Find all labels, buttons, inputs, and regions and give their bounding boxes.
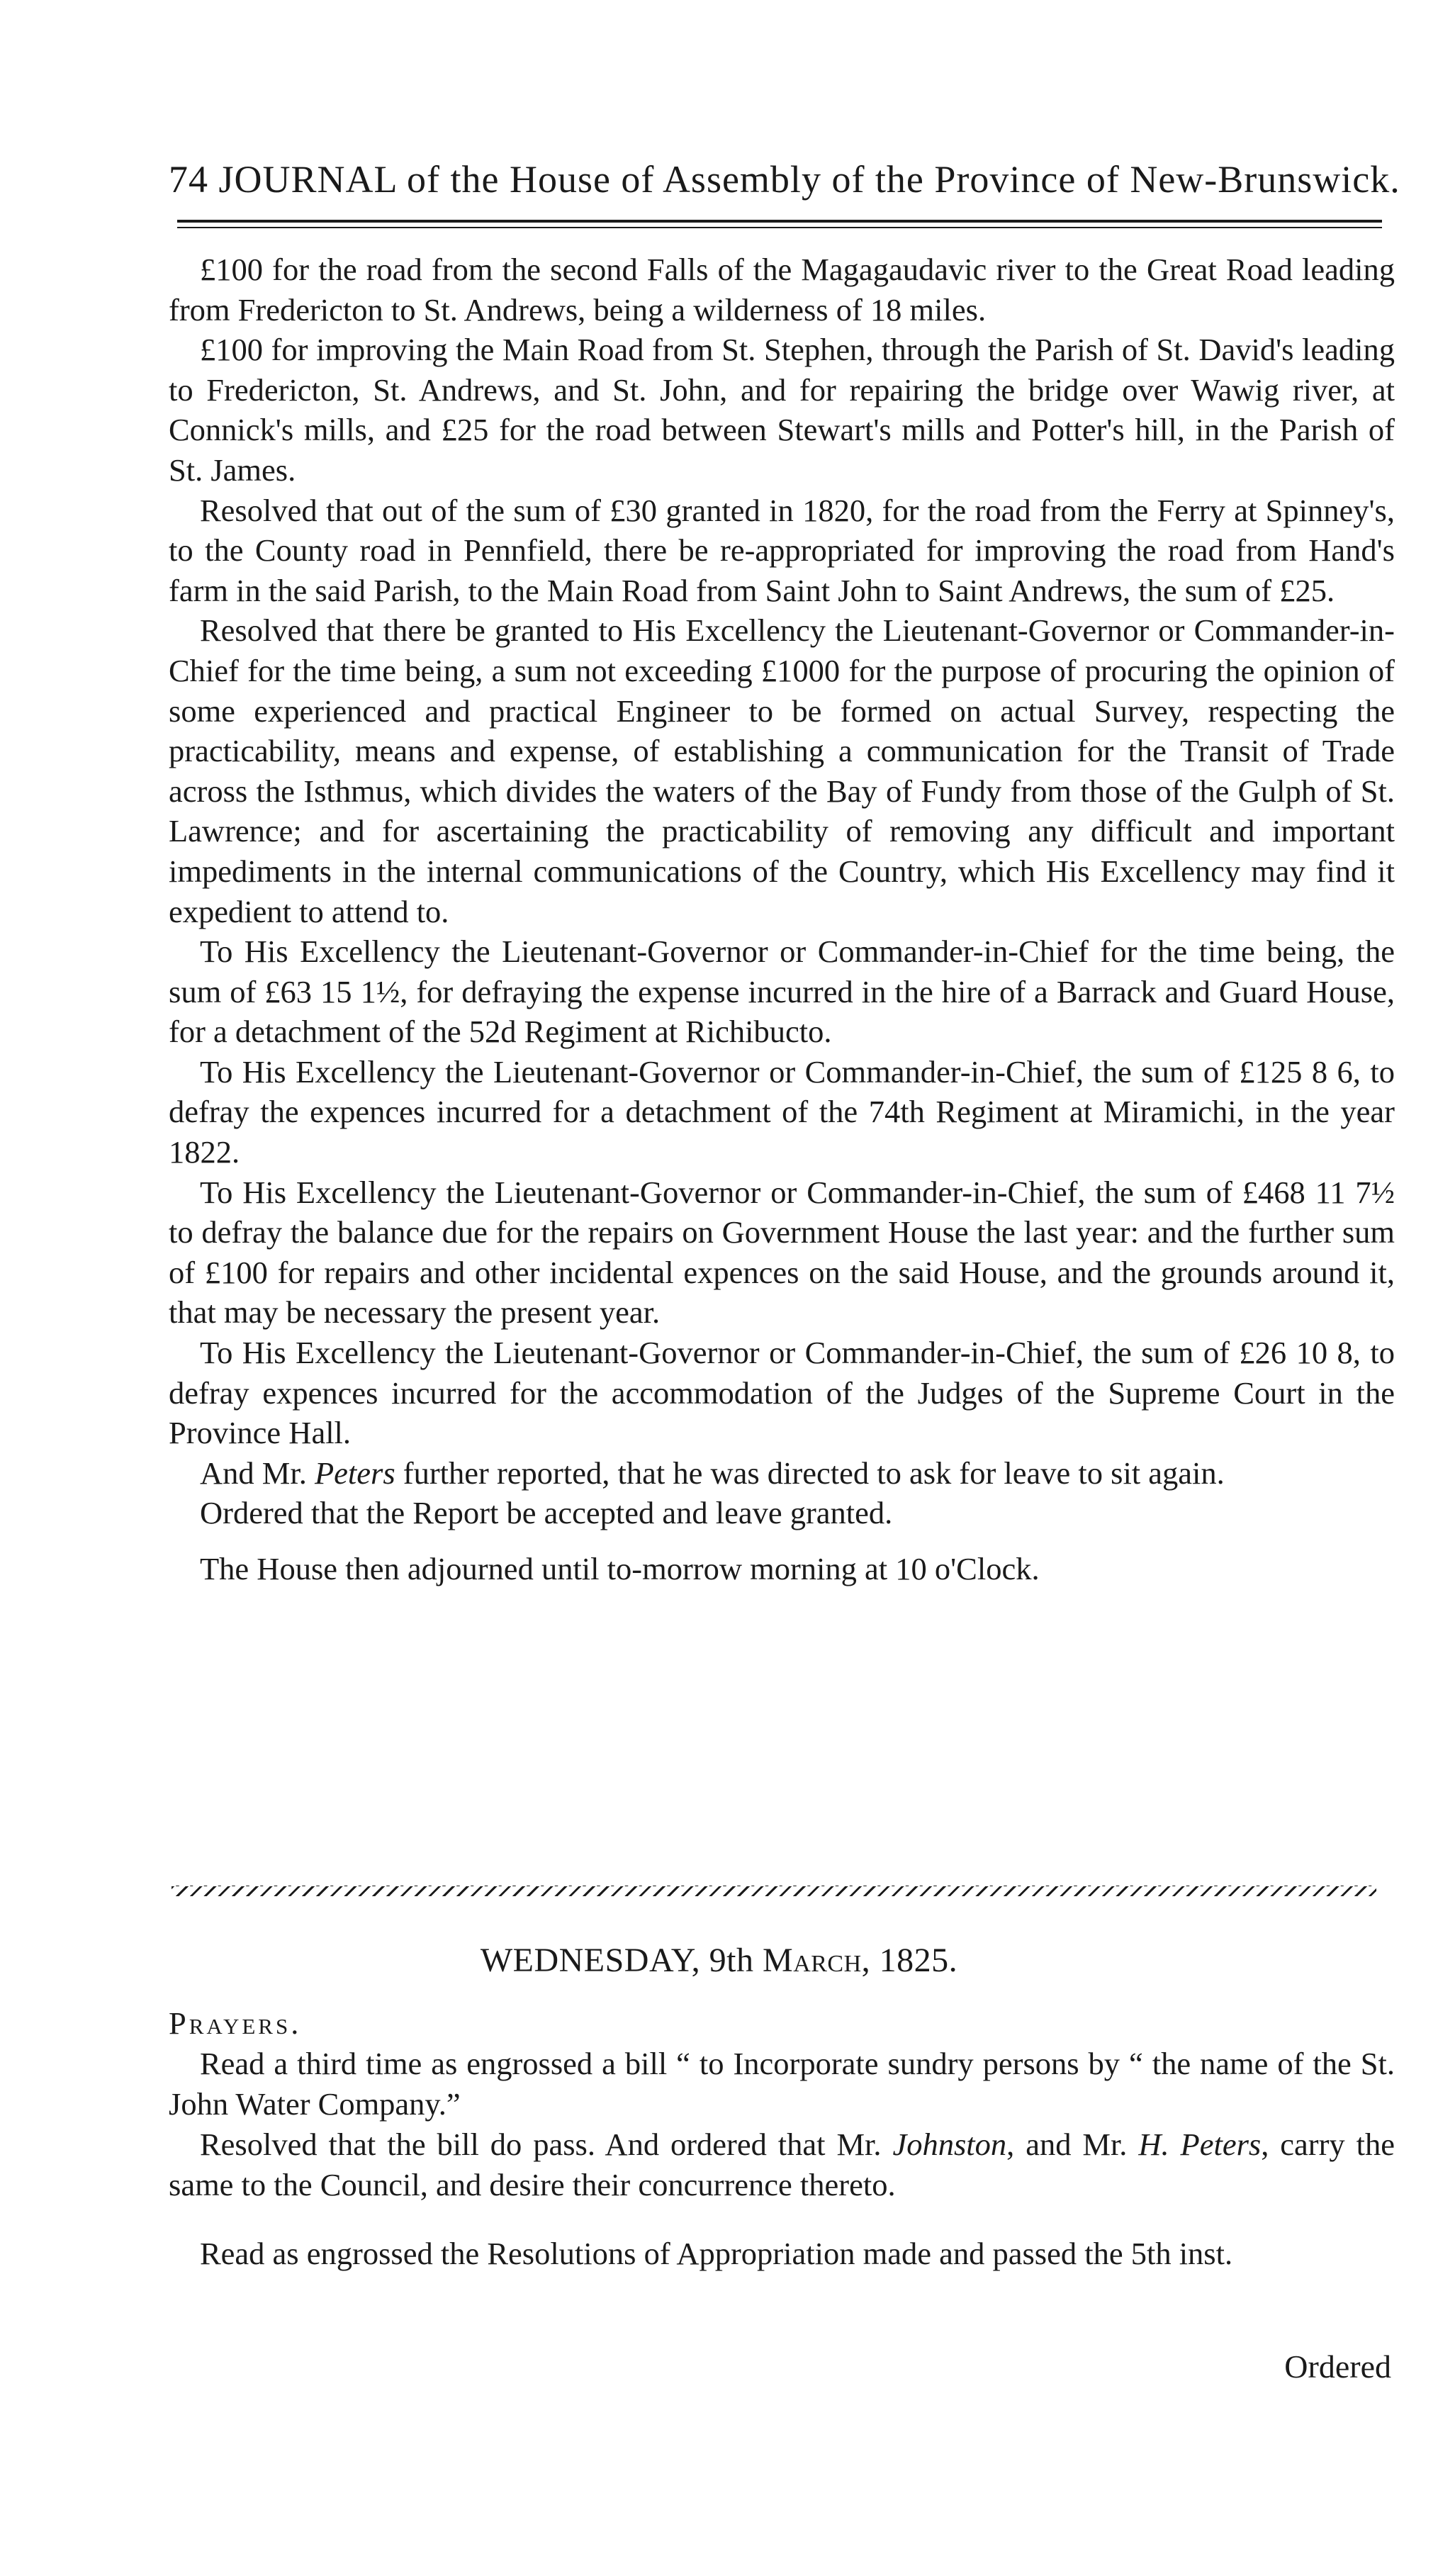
day-heading-year: , 1825. (861, 1942, 958, 1979)
ornamental-divider (172, 1886, 1376, 1896)
header-rule-thin (177, 227, 1382, 228)
bill-passed-name1: Johnston (892, 2127, 1007, 2162)
day-heading-month: March (763, 1942, 862, 1979)
running-header: 74 JOURNAL of the House of Assembly of the Province of New-Brunswick. (169, 158, 1400, 201)
paragraph-water-company-bill: Read a third time as engrossed a bill “ to Incorporate sundry persons by “ the name of the St. John Water Company.” (169, 2046, 1395, 2122)
bill-passed-name2: H. Peters (1138, 2127, 1262, 2162)
paragraph-peters-report (169, 1453, 1395, 1494)
bill-passed-part2: , and Mr. (1006, 2127, 1139, 2162)
wednesday-text (169, 2003, 1395, 2274)
prayers-label: Prayers. (169, 2005, 302, 2041)
main-text (169, 250, 1395, 1589)
paragraph-bill-passed (169, 2124, 1395, 2205)
bill-passed-part1: Resolved that the bill do pass. And ordered that Mr. (200, 2127, 893, 2162)
paragraph-supreme-court-judges: To His Excellency the Lieutenant-Governor or Commander-in-Chief, the sum of £26 10 8, to defray expences incurred for the accommodation of the Judges of the Supreme Court in the Province Hall. (169, 1335, 1395, 1451)
catchword: Ordered (1284, 2348, 1391, 2385)
paragraph-report-accepted: Ordered that the Report be accepted and leave granted. (200, 1495, 893, 1531)
day-heading (0, 1941, 1438, 1980)
paragraph-adjourned: The House then adjourned until to-morrow morning at 10 o'Clock. (200, 1551, 1040, 1586)
peters-after: further reported, that he was directed to ask for leave to sit again. (395, 1455, 1225, 1491)
paragraph-isthmus-survey: Resolved that there be granted to His Excellency the Lieutenant-Governor or Commander-in-Chief for the time being, a sum not exceeding £1000 for the purpose of procuring the opinion of some experienced and practical Engineer to be formed on actual Survey, respecting the practicability, means and expense, of establishing a communication for the Transit of Trade across the Isthmus, which divides the waters of the Bay of Fundy from those of the Gulph of St. Lawrence; and for ascertaining the practicability of removing any difficult and important impediments in the internal communications of the Country, which His Excellency may find it expedient to attend to. (169, 612, 1395, 929)
paragraph-miramichi-detachment: To His Excellency the Lieutenant-Governor or Commander-in-Chief, the sum of £125 8 6, to defray the expences incurred for a detachment of the 74th Regiment at Miramichi, in the year 1822. (169, 1053, 1395, 1170)
paragraph-engrossed-resolutions: Read as engrossed the Resolutions of Appropriation made and passed the 5th inst. (200, 2236, 1233, 2271)
day-heading-weekday: WEDNESDAY, 9th (480, 1942, 763, 1979)
header-rule-thick (177, 220, 1382, 223)
paragraph-magagaudavic-road: £100 for the road from the second Falls of the Magagaudavic river to the Great Road leading from Fredericton to St. Andrews, being a wilderness of 18 miles. (169, 252, 1395, 327)
peters-name: Peters (314, 1455, 395, 1491)
paragraph-richibucto-barrack: To His Excellency the Lieutenant-Governor or Commander-in-Chief for the time being, the sum of £63 15 1½, for defraying the expense incurred in the hire of a Barrack and Guard House, for a detachment of the 52d Regiment at Richibucto. (169, 934, 1395, 1050)
paragraph-st-stephen-road: £100 for improving the Main Road from St. Stephen, through the Parish of St. David's leading to Fredericton, St. Andrews, and St. John, and for repairing the bridge over Wawig river, at Connick's mills, and £25 for the road between Stewart's mills and Potter's hill, in the Parish of St. James. (169, 332, 1395, 488)
peters-before: And Mr. (200, 1455, 315, 1491)
paragraph-spinneys-ferry: Resolved that out of the sum of £30 granted in 1820, for the road from the Ferry at Spinney's, to the County road in Pennfield, there be re-appropriated for improving the road from Hand's farm in the said Parish, to the Main Road from Saint John to Saint Andrews, the sum of £25. (169, 492, 1395, 608)
bill-passed-part3: , carry the same to the Council, and desire their concurrence thereto. (169, 2127, 1395, 2202)
paragraph-government-house: To His Excellency the Lieutenant-Governor or Commander-in-Chief, the sum of £468 11 7½ to defray the balance due for the repairs on Government House the last year: and the further sum of £100 for repairs and other incidental expences on the said House, and the grounds around it, that may be necessary the present year. (169, 1174, 1395, 1331)
